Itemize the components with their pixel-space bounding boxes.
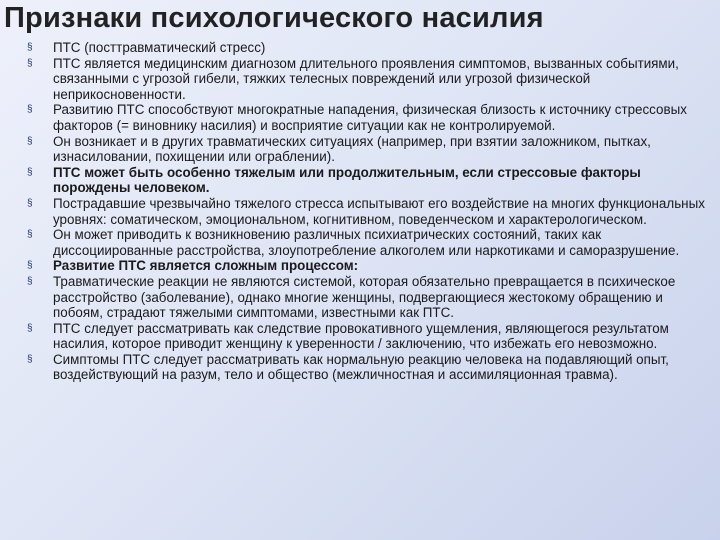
bullet-icon: § (27, 57, 33, 69)
bullet-icon: § (27, 260, 33, 272)
list-item-text: ПТС (посттравматический стресс) (53, 40, 266, 55)
list-item (24, 40, 708, 56)
bullet-icon: § (27, 42, 33, 53)
list-item (24, 227, 708, 258)
bullet-icon: § (27, 104, 33, 116)
list-item-text: ПТС является медицинским диагнозом длительного проявления симптомов, вызванных событиями, связанными с угрозой гибели, тяжких телесных повреждений или угрозой физической неприкосновенности. (53, 55, 679, 102)
bullet-icon: § (27, 275, 33, 287)
bullet-icon: § (27, 166, 33, 178)
list-item (24, 352, 708, 383)
list-item-text: Он может приводить к возникновению различных психиатрических состояний, таких как диссоциированные расстройства, злоупотребление алкоголем или наркотиками и саморазрушение. (53, 227, 680, 258)
list-item-text: Симптомы ПТС следует рассматривать как нормальную реакцию человека на подавляющий опыт, воздействующий на разум, тело и общество (межличностная и ассимиляционная травма). (53, 351, 669, 383)
list-item-text: Развитие ПТС является сложным процессом: (53, 258, 359, 274)
list-item (24, 102, 708, 133)
list-item-text: ПТС следует рассматривать как следствие провокативного ущемления, являющегося результатом насилия, которое приводит женщину к уверенности / заключению, что избежать его невозможно. (53, 320, 669, 352)
list-item (24, 134, 708, 165)
bullet-icon: § (27, 322, 33, 334)
list-item (24, 321, 708, 352)
list-item (24, 196, 708, 227)
bullet-list (24, 40, 708, 383)
list-item (24, 258, 708, 274)
slide-title: Признаки психологического насилия (4, 2, 544, 34)
bullet-icon: § (27, 135, 33, 147)
list-item (24, 274, 708, 321)
list-item-text: ПТС может быть особенно тяжелым или продолжительным, если стрессовые факторы порождены человеком. (53, 164, 641, 196)
bullet-icon: § (27, 197, 33, 209)
list-item (24, 56, 708, 103)
list-item-text: Пострадавшие чрезвычайно тяжелого стресса испытывают его воздействие на многих функциональных уровнях: соматическом, эмоциональном, когнитивном, поведенческом и характерологическом. (53, 195, 705, 227)
list-item (24, 165, 708, 196)
list-item-text: Травматические реакции не являются системой, которая обязательно превращается в психическое расстройство (заболевание), однако многие женщины, подвергающиеся жестокому обращению и побоям, страдают тяжелыми симптомами, известными как ПТС. (53, 273, 676, 321)
list-item-text: Развитию ПТС способствуют многократные нападения, физическая близость к источнику стрессовых факторов (= виновнику насилия) и восприятие ситуации как не контролируемой. (53, 102, 687, 133)
bullet-icon: § (27, 229, 33, 241)
list-item-text: Он возникает и в других травматических ситуациях (например, при взятии заложником, пытках, изнасиловании, похищении или ограблении). (53, 133, 651, 165)
bullet-icon: § (27, 353, 33, 365)
